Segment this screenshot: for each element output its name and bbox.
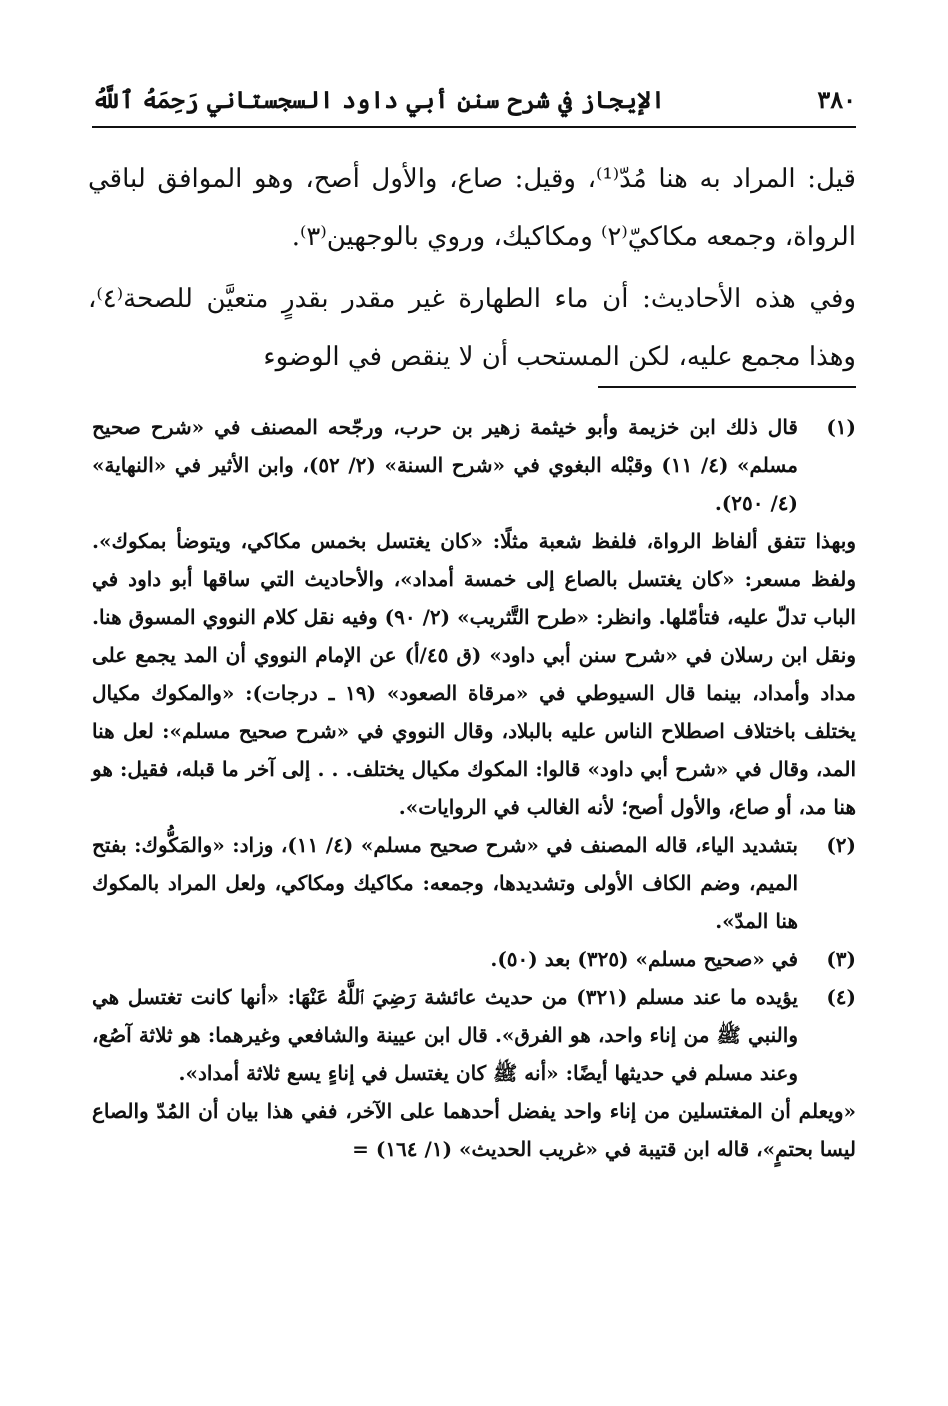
footnotes [92, 408, 856, 1168]
footnote-4 [92, 978, 856, 1092]
footnote-text: بتشديد الياء، قاله المصنف في «شرح صحيح مسلم» (٤/ ١١)، وزاد: «والمَكُّوك: بفتح الميم، وضم الكاف الأولى وتشديدها، وجمعه: مكاكيك ومكاكي، ولعل المراد بالمكوك هنا المدّ». [92, 833, 798, 933]
running-header [92, 74, 856, 124]
footnote-body [92, 940, 798, 978]
main-paragraph: قيل: المراد به هنا مُدّ⁽¹⁾، وقيل: صاع، والأول أصح، وهو الموافق لباقي الرواة، وجمعه مكاكيّ⁽٢⁾ ومكاكيك، وروي بالوجهين⁽٣⁾. [88, 164, 856, 252]
footnote-number: (١) [826, 415, 856, 439]
footnote-text: قال ذلك ابن خزيمة وأبو خيثمة زهير بن حرب، ورجّحه المصنف في «شرح صحيح مسلم» (٤/ ١١) وقبْله البغوي في «شرح السنة» (٢/ ٥٢)، وابن الأثير في «النهاية» (٤/ ٢٥٠). [92, 415, 798, 515]
footnote-number: (٤) [826, 985, 856, 1009]
main-paragraph: وفي هذه الأحاديث: أن ماء الطهارة غير مقدر بقدرٍ متعيَّن للصحة⁽٤⁾، وهذا مجمع عليه، لكن المستحب أن لا ينقص في الوضوء [88, 284, 856, 372]
header-divider [92, 126, 856, 128]
book-title: الإيجاز في شرح سنن أبي داود السجستاني رَحِمَهُ ٱللَّهُ [92, 84, 666, 114]
footnote-3 [92, 940, 856, 978]
main-text [88, 150, 856, 386]
footnote-2 [92, 826, 856, 940]
footnote-body [92, 408, 798, 522]
footnote-4-continuation: «ويعلم أن المغتسلين من إناء واحد يفضل أحدهما على الآخر، ففي هذا بيان أن المُدّ والصاع ليسا بحتمٍ»، قاله ابن قتيبة في «غريب الحديث» (١/ ١٦٤) = [92, 1099, 856, 1161]
footnote-text: في «صحيح مسلم» (٣٢٥) بعد (٥٠). [490, 947, 798, 971]
footnote-body [92, 978, 798, 1092]
footnote-number: (٢) [826, 833, 856, 857]
footnote-1 [92, 408, 856, 522]
footnote-body [92, 826, 798, 940]
footnote-number: (٣) [826, 947, 856, 971]
footnote-1-continuation: وبهذا تتفق ألفاظ الرواة، فلفظ شعبة مثلًا: «كان يغتسل بخمس مكاكي، ويتوضأ بمكوك». ولفظ مسعر: «كان يغتسل بالصاع إلى خمسة أمداد»، والأحاديث التي ساقها أبو داود في الباب تدلّ عليه، فتأمّلها. وانظر: «طرح التَّثريب» (٢/ ٩٠) وفيه نقل كلام النووي المسوق هنا. ونقل ابن رسلان في «شرح سنن أبي داود» (ق ٤٥/أ) عن الإمام النووي أن المد يجمع على مداد وأمداد، بينما قال السيوطي في «مرقاة الصعود» (١٩ ـ درجات): «والمكوك مكيال يختلف باختلاف اصطلاح الناس عليه بالبلاد، وقال النووي في «شرح صحيح مسلم»: لعل هنا المد، وقال في «شرح أبي داود» قالوا: المكوك مكيال يختلف. . . إلى آخر ما قبله، فقيل: هو هنا مد، أو صاع، والأول أصح؛ لأنه الغالب في الروايات». [92, 529, 856, 819]
footnote-separator [598, 386, 856, 388]
page-number: ٣٨٠ [817, 84, 856, 114]
footnote-text: يؤيده ما عند مسلم (٣٢١) من حديث عائشة رَضِيَ ٱللَّهُ عَنْهَا: «أنها كانت تغتسل هي والنبي ﷺ من إناء واحد، هو الفرق». قال ابن عيينة والشافعي وغيرهما: هو ثلاثة آصُع، وعند مسلم في حديثها أيضًا: «أنه ﷺ كان يغتسل في إناءٍ يسع ثلاثة أمداد». [92, 985, 799, 1085]
